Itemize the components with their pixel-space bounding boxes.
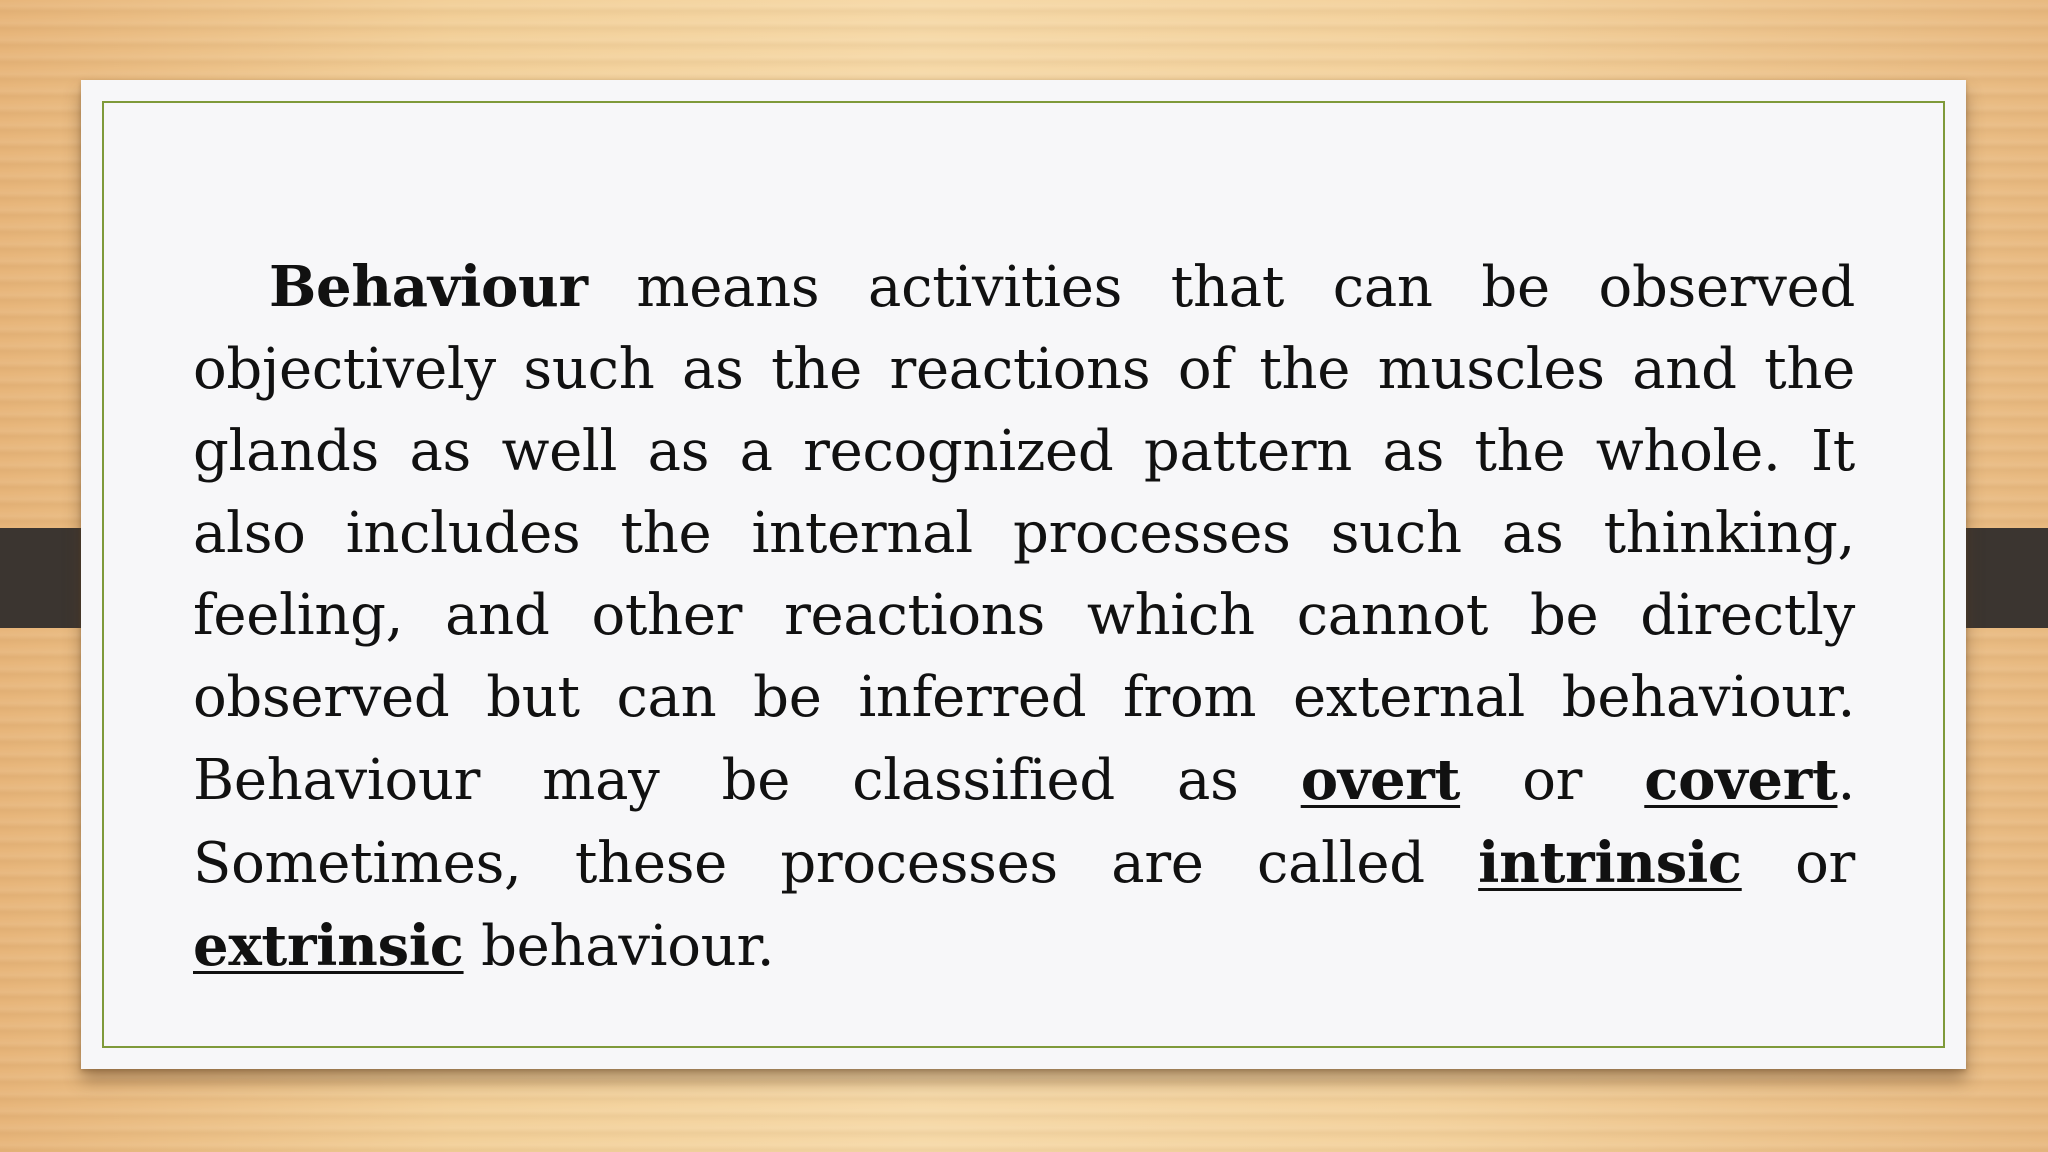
- term-extrinsic: extrinsic: [193, 913, 464, 979]
- body-paragraph: [193, 246, 1855, 988]
- text-segment-4: or: [1741, 831, 1855, 896]
- text-segment-3: . Sometimes, these processes are called: [193, 748, 1855, 896]
- text-segment-1: means activities that can be observed objectively such as the reactions of the muscles and the glands as well as a recognized pattern as the whole. It also includes the internal processes such as thinking, feeling, and other reactions which cannot be directly observed but can be inferred from external behaviour. Behaviour may be classified as: [193, 255, 1855, 813]
- text-segment-5: behaviour.: [463, 914, 775, 979]
- text-segment-2: or: [1460, 748, 1645, 813]
- term-covert: covert: [1644, 747, 1838, 813]
- term-intrinsic: intrinsic: [1478, 830, 1742, 896]
- term-behaviour: Behaviour: [269, 254, 588, 320]
- term-overt: overt: [1300, 747, 1461, 813]
